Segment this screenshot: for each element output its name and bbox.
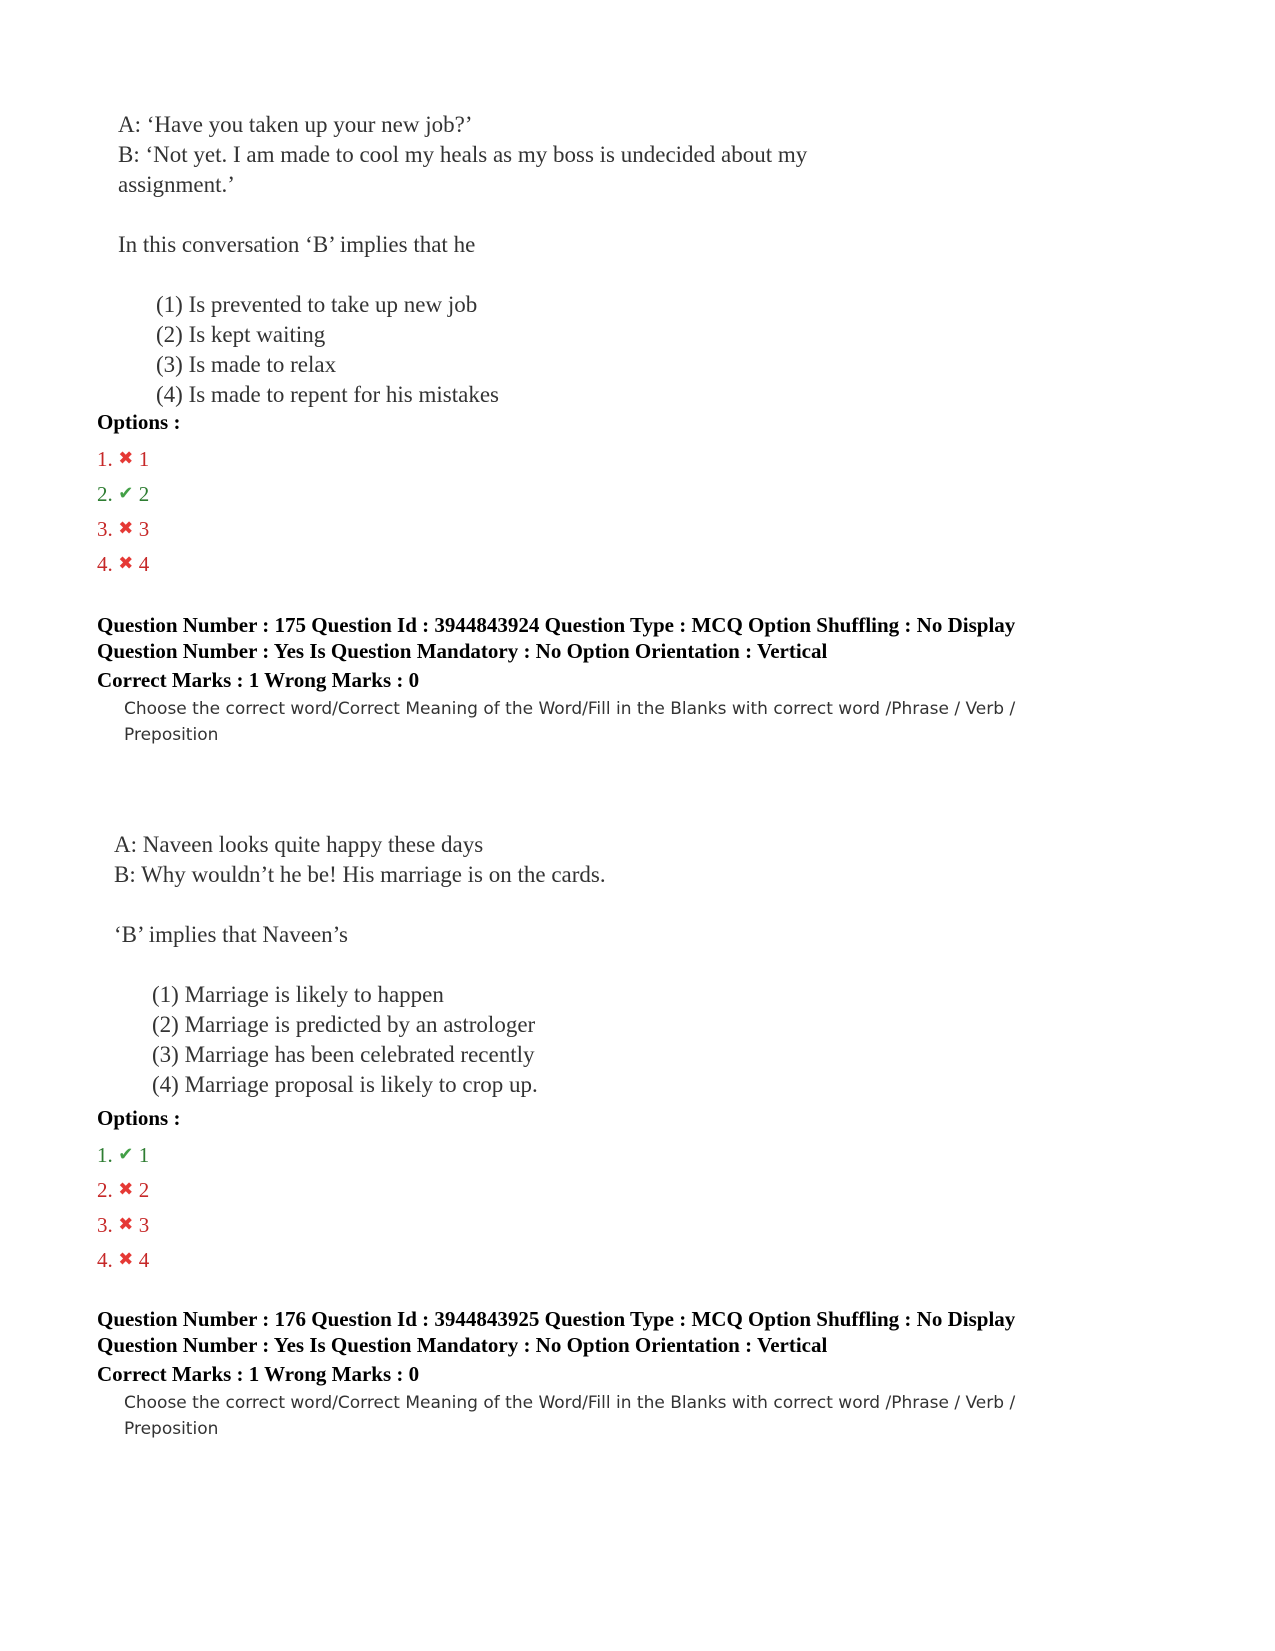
q175-passage-line: B: Why wouldn’t he be! His marriage is on the cards. xyxy=(114,862,606,887)
option-number: 3. xyxy=(97,1213,113,1237)
question-meta: Question Number : 176 Question Id : 3944843925 Question Type : MCQ Option Shuffling : No Display xyxy=(97,1307,1016,1331)
option-number: 2. xyxy=(97,482,113,506)
cross-icon: ✖ xyxy=(118,518,134,538)
option-number: 3. xyxy=(97,517,113,541)
option-value: 1 xyxy=(138,447,150,471)
q174-passage-line: B: ‘Not yet. I am made to cool my heals as my boss is undecided about my xyxy=(118,142,808,167)
cross-icon: ✖ xyxy=(118,553,134,573)
question-meta: Question Number : Yes Is Question Mandatory : No Option Orientation : Vertical xyxy=(97,639,828,663)
option-number: 1. xyxy=(97,447,113,471)
q175-choices xyxy=(114,980,606,1100)
option-number: 4. xyxy=(97,552,113,576)
option-value: 2 xyxy=(138,482,150,506)
option-row xyxy=(97,546,180,581)
option-value: 4 xyxy=(138,552,150,576)
option-row xyxy=(97,1207,180,1242)
instruction-line: Preposition xyxy=(124,725,219,745)
option-row xyxy=(97,1242,180,1277)
option-value: 3 xyxy=(138,517,150,541)
q174-prompt: In this conversation ‘B’ implies that he xyxy=(118,232,476,257)
instruction-line: Choose the correct word/Correct Meaning of the Word/Fill in the Blanks with correct word /Phrase / Verb / xyxy=(124,699,1016,719)
option-value: 1 xyxy=(138,1143,150,1167)
options-title: Options : xyxy=(97,1106,181,1130)
q175-header xyxy=(97,612,1015,693)
options-title: Options : xyxy=(97,410,181,434)
instruction-line: Choose the correct word/Correct Meaning of the Word/Fill in the Blanks with correct word /Phrase / Verb / xyxy=(124,1393,1016,1413)
instruction-line: Preposition xyxy=(124,1419,219,1439)
marks-line: Correct Marks : 1 Wrong Marks : 0 xyxy=(97,1362,420,1386)
q176-header xyxy=(97,1306,1015,1387)
question-meta: Question Number : Yes Is Question Mandatory : No Option Orientation : Vertical xyxy=(97,1333,828,1357)
q175-passage xyxy=(114,830,606,1100)
cross-icon: ✖ xyxy=(118,448,134,468)
check-icon: ✔ xyxy=(118,1144,134,1164)
option-row xyxy=(97,511,180,546)
question-meta: Question Number : 175 Question Id : 3944843924 Question Type : MCQ Option Shuffling : No Display xyxy=(97,613,1016,637)
option-row xyxy=(97,441,180,476)
option-row xyxy=(97,476,180,511)
option-value: 3 xyxy=(138,1213,150,1237)
q176-instruction xyxy=(124,1390,1015,1442)
option-value: 2 xyxy=(138,1178,150,1202)
q174-choices xyxy=(118,290,807,410)
q174-passage-line: assignment.’ xyxy=(118,172,235,197)
cross-icon: ✖ xyxy=(118,1214,134,1234)
option-row xyxy=(97,1137,180,1172)
q174-choice: (1) Is prevented to take up new job xyxy=(156,292,478,317)
option-number: 1. xyxy=(97,1143,113,1167)
q175-prompt: ‘B’ implies that Naveen’s xyxy=(114,922,348,947)
q174-options xyxy=(97,410,180,581)
q175-choice: (4) Marriage proposal is likely to crop up. xyxy=(152,1072,538,1097)
check-icon: ✔ xyxy=(118,483,134,503)
cross-icon: ✖ xyxy=(118,1249,134,1269)
q175-choice: (2) Marriage is predicted by an astrologer xyxy=(152,1012,536,1037)
q174-choice: (3) Is made to relax xyxy=(156,352,337,377)
option-value: 4 xyxy=(138,1248,150,1272)
q174-choice: (2) Is kept waiting xyxy=(156,322,326,347)
q175-choice: (3) Marriage has been celebrated recently xyxy=(152,1042,535,1067)
q174-choice: (4) Is made to repent for his mistakes xyxy=(156,382,499,407)
q174-passage xyxy=(118,110,807,410)
cross-icon: ✖ xyxy=(118,1179,134,1199)
option-number: 4. xyxy=(97,1248,113,1272)
q175-choice: (1) Marriage is likely to happen xyxy=(152,982,444,1007)
q174-passage-line: A: ‘Have you taken up your new job?’ xyxy=(118,112,473,137)
q175-options xyxy=(97,1106,180,1277)
q175-instruction xyxy=(124,696,1015,748)
option-number: 2. xyxy=(97,1178,113,1202)
marks-line: Correct Marks : 1 Wrong Marks : 0 xyxy=(97,668,420,692)
q175-passage-line: A: Naveen looks quite happy these days xyxy=(114,832,484,857)
option-row xyxy=(97,1172,180,1207)
